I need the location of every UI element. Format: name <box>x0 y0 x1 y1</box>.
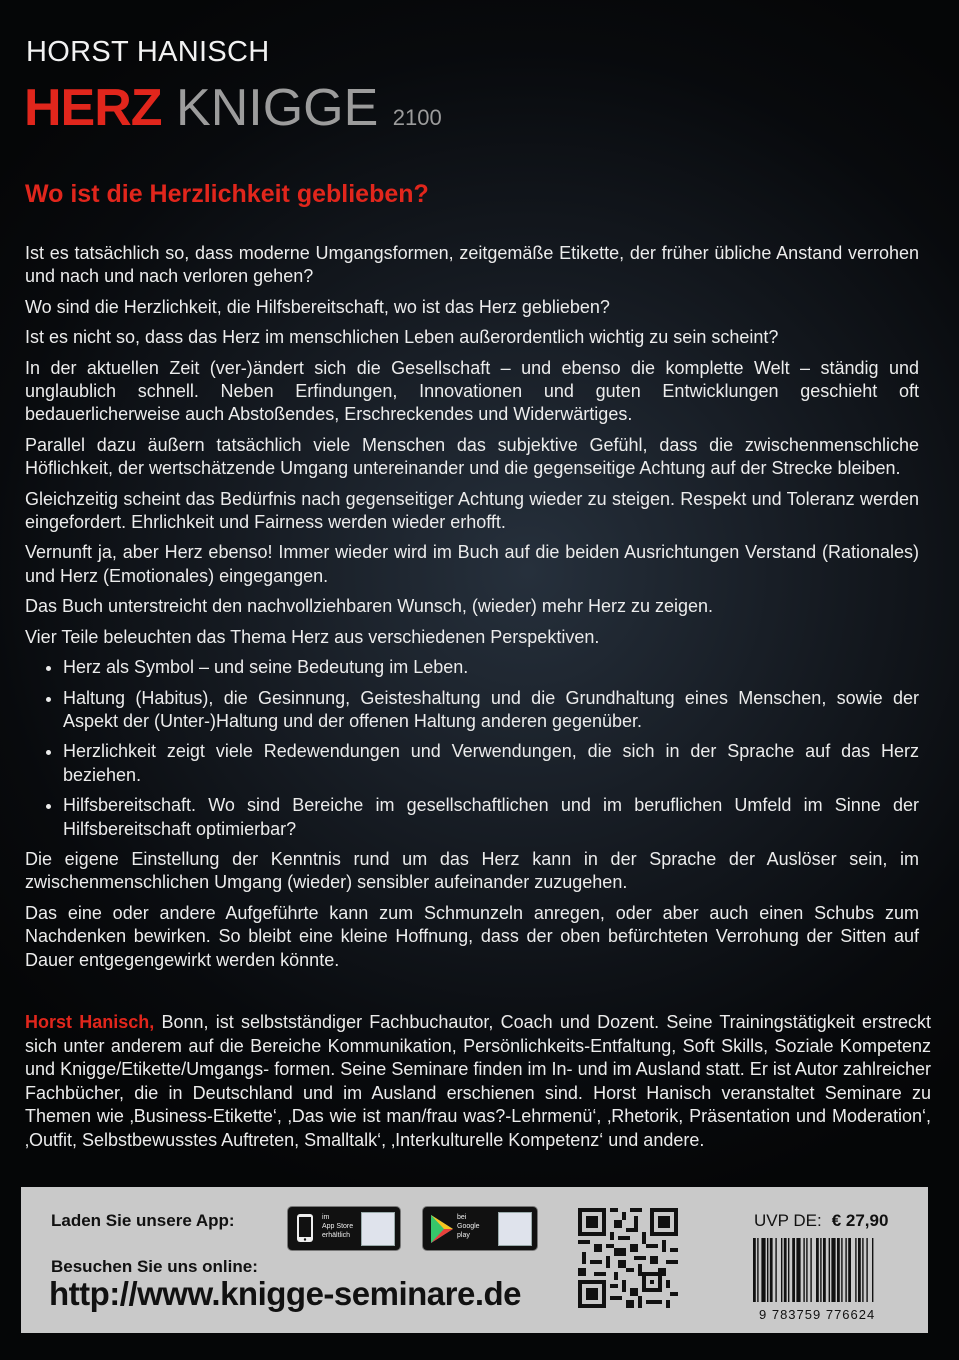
google-play-badge[interactable] <box>422 1206 538 1251</box>
paragraph: Das Buch unterstreicht den nachvollziehbaren Wunsch, (wieder) mehr Herz zu zeigen. <box>25 596 713 617</box>
blurb-body <box>25 242 919 979</box>
paragraph: Wo sind die Herzlichkeit, die Hilfsbereitschaft, wo ist das Herz geblieben? <box>25 296 610 317</box>
author-name: HORST HANISCH <box>26 36 270 68</box>
bio-name: Horst Hanisch, <box>25 1012 155 1032</box>
app-qr-thumbnail <box>361 1212 395 1246</box>
bullet-item: • Hilfsbereitschaft. Wo sind Bereiche im gesellschaftlichen und im beruflichen Umfeld im Sinne der Hilfsbereitschaft optimierbar? <box>63 794 919 841</box>
headline: Wo ist die Herzlichkeit geblieben? <box>25 180 429 208</box>
paragraph: Vier Teile beleuchten das Thema Herz aus verschiedenen Perspektiven. <box>25 626 600 647</box>
app-label: Laden Sie unsere App: <box>51 1211 235 1230</box>
appstore-line2: App Store <box>322 1223 354 1230</box>
paragraph: Vernunft ja, aber Herz ebenso! Immer wieder wird im Buch auf die beiden Ausrichtungen Verstand (Rationales) und Herz (Emotionales) eingegangen. <box>25 542 919 586</box>
book-title <box>24 80 442 146</box>
app-store-badge[interactable] <box>287 1206 401 1251</box>
googleplay-line2: Google <box>457 1223 480 1230</box>
appstore-line3: erhältlich <box>322 1232 351 1239</box>
googleplay-line3: play <box>457 1232 470 1239</box>
price-label: UVP DE: <box>754 1211 822 1230</box>
paragraph: Ist es nicht so, dass das Herz im menschlichen Leben außerordentlich wichtig zu sein scheint? <box>25 327 779 348</box>
barcode <box>753 1238 913 1302</box>
google-play-icon <box>429 1214 455 1244</box>
qr-code <box>578 1208 678 1308</box>
appstore-line1: im <box>322 1214 330 1221</box>
paragraph: Die eigene Einstellung der Kenntnis rund um das Herz kann in der Sprache der Auslöser sein, im zwischenmenschlichen Umgang (wieder) sensibler aufeinander zuzugehen. <box>25 848 919 893</box>
paragraph: Ist es tatsächlich so, dass moderne Umgangsformen, zeitgemäße Etikette, der früher übliche Anstand verrohen und nach und nach verloren gehen? <box>25 243 919 287</box>
author-bio <box>25 1011 931 1152</box>
isbn-number: 9 783759 776624 <box>759 1307 876 1322</box>
bio-text: Bonn, ist selbstständiger Fachbuchautor, Coach und Dozent. Seine Trainingstätigkeit erstreckt sich unter anderem auf die Bereiche Kommunikation, Persönlichkeits-Entfaltung, Soft Skills, Soziale Kompetenz und Knigge/Etikette/Umgangs- formen. Seine Seminare finden im In- und im Ausland statt. Er ist Autor zahlreicher Fachbücher, die in Deutschland und im Ausland erschienen sind. Horst Hanisch veranstaltet Seminare zu Themen wie ‚Business-Etikette‘, ‚Das wie ist man/frau was?-Lehrmenü‘, ‚Rhetorik, Präsentation und Moderation‘, ‚Outfit, Selbstbewusstes Auftreten, Smalltalk‘, ‚Interkulturelle Kompetenz‘ und andere. <box>25 1012 931 1150</box>
paragraph: Parallel dazu äußern tatsächlich viele Menschen das subjektive Gefühl, dass die zwischenmenschliche Höflichkeit, der wertschätzende Umgang untereinander und die gegenseitige Achtung auf der Strecke bleiben. <box>25 434 919 479</box>
title-herz: HERZ <box>24 79 162 137</box>
footer-panel <box>21 1187 928 1333</box>
bullet-item: • Haltung (Habitus), die Gesinnung, Geisteshaltung und die Grundhaltung eines Menschen, sowie der Aspekt der (Unter-)Haltung und der offenen Haltung anderen gegenüber. <box>63 687 919 734</box>
paragraph: Das eine oder andere Aufgeführte kann zum Schmunzeln anregen, oder aber auch einen Schubs zum Nachdenken bewirken. So bleibt eine kleine Hoffnung, dass der oben befürchteten Verrohung der Sitten auf Dauer entgegengewirkt werden könnte. <box>25 902 919 970</box>
googleplay-line1: bei <box>457 1214 467 1221</box>
bullet-item: • Herzlichkeit zeigt viele Redewendungen und Verwendungen, die sich in der Sprache auf das Herz beziehen. <box>63 740 919 787</box>
paragraph: Gleichzeitig scheint das Bedürfnis nach gegenseitiger Achtung wieder zu steigen. Respekt und Toleranz werden eingefordert. Ehrlichkeit und Fairness werden wieder erhofft. <box>25 488 919 533</box>
price-value: € 27,90 <box>831 1211 889 1230</box>
paragraph: In der aktuellen Zeit (ver-)ändert sich die Gesellschaft – und ebenso die komplette Welt – ständig und unglaublich schnell. Neben Erfindungen, Innovationen und guten Entwicklungen geschieht oft bedauerlicherweise auch Abstoßendes, Erschreckendes und Widerwärtiges. <box>25 357 919 425</box>
title-knigge: KNIGGE <box>176 79 379 137</box>
visit-label: Besuchen Sie uns online: <box>51 1257 258 1276</box>
apple-phone-icon <box>295 1213 315 1243</box>
price <box>754 1211 888 1231</box>
bullet-list <box>25 656 919 841</box>
title-year: 2100 <box>392 105 442 130</box>
bullet-item: • Herz als Symbol – und seine Bedeutung im Leben. <box>63 656 919 679</box>
app-qr-thumbnail <box>498 1212 532 1246</box>
website-url[interactable]: http://www.knigge-seminare.de <box>49 1275 522 1312</box>
